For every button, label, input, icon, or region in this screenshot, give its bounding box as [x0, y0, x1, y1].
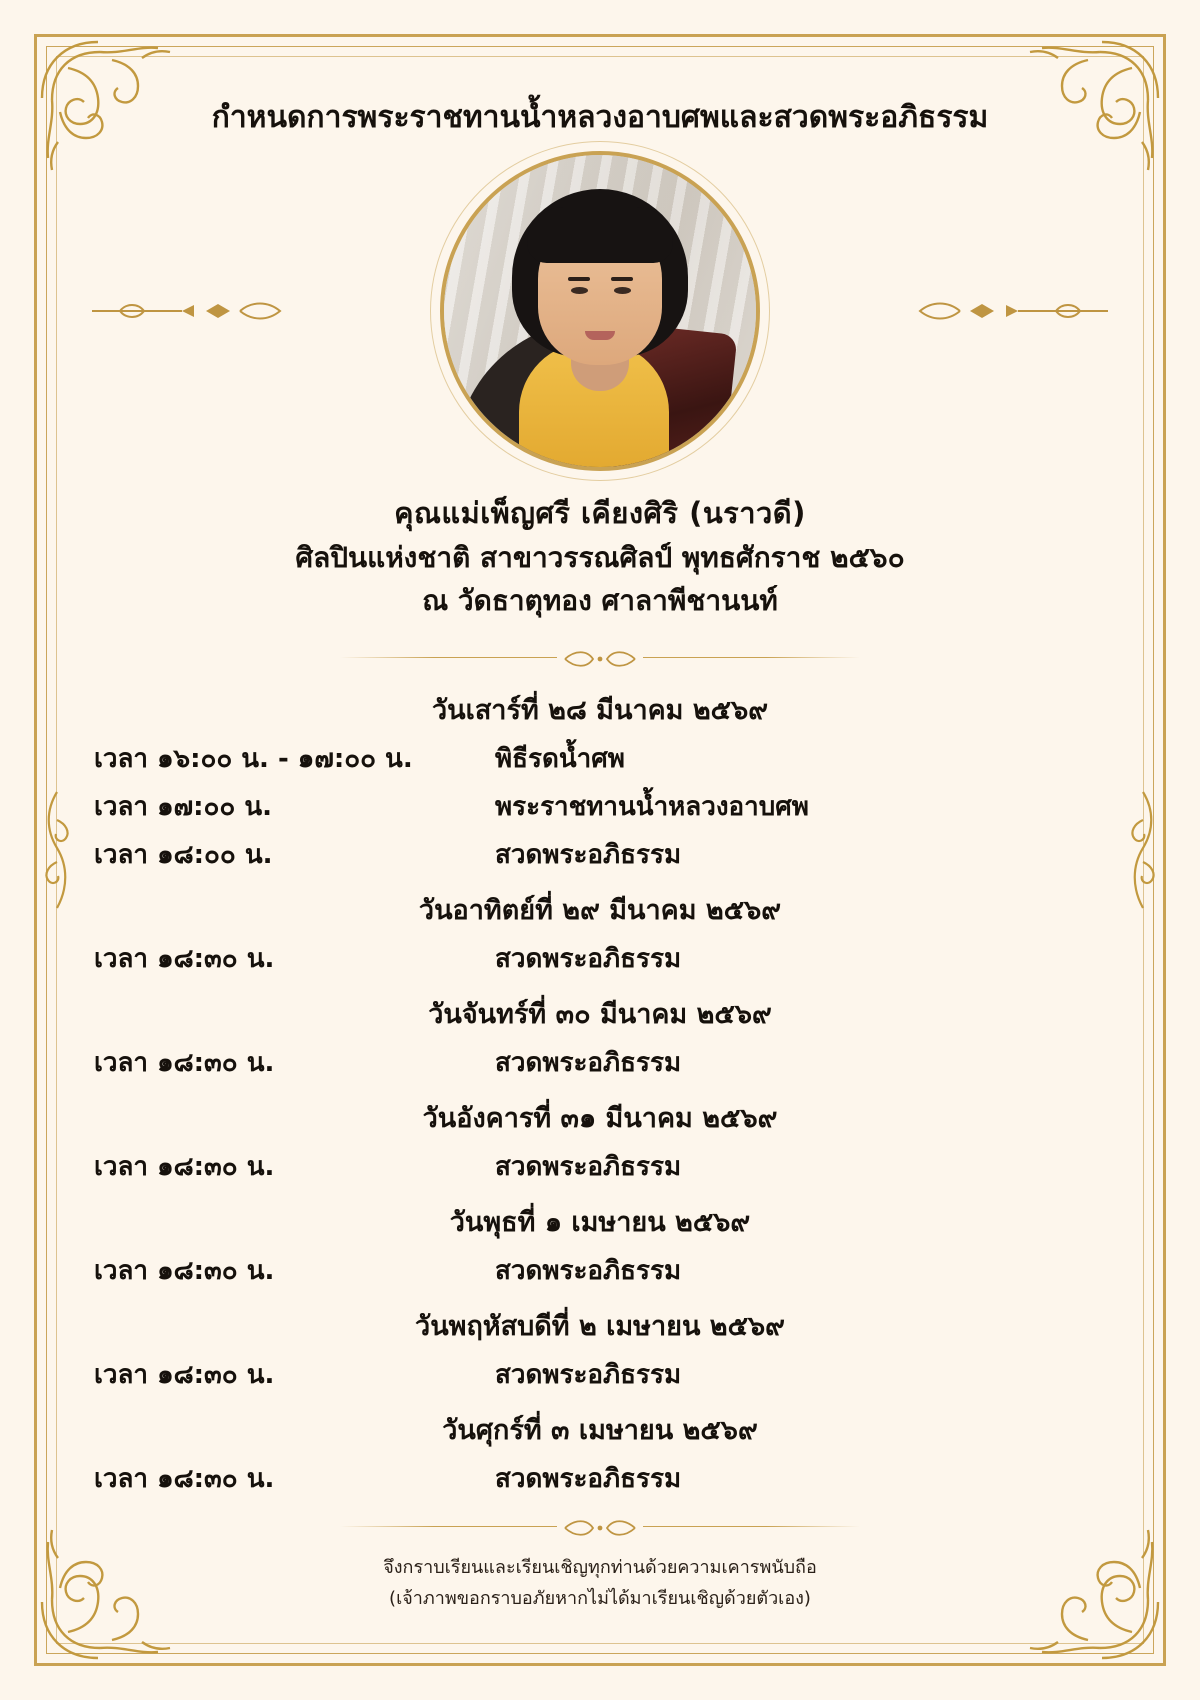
divider-bottom — [340, 1517, 860, 1539]
schedule-time: เวลา ๑๘:๓๐ น. — [94, 1464, 275, 1495]
schedule-day-heading: วันพุธที่ ๑ เมษายน ๒๕๖๙ — [449, 1207, 751, 1239]
schedule-time: เวลา ๑๖:๐๐ น. - ๑๗:๐๐ น. — [94, 744, 413, 775]
schedule-time: เวลา ๑๘:๓๐ น. — [94, 1048, 275, 1079]
portrait-section — [80, 151, 1120, 486]
schedule-day-heading: วันอังคารที่ ๓๑ มีนาคม ๒๕๖๙ — [422, 1103, 778, 1135]
deceased-name: คุณแม่เพ็ญศรี เคียงศิริ (นราวดี) — [394, 496, 806, 530]
flourish-right-of-portrait — [910, 291, 1110, 331]
schedule-row — [80, 786, 1120, 827]
schedule-time: เวลา ๑๘:๐๐ น. — [94, 840, 273, 871]
schedule-event: สวดพระอภิธรรม — [495, 1152, 682, 1183]
footer-invitation-line: จึงกราบเรียนและเรียนเชิญทุกท่านด้วยความเคารพนับถือ — [383, 1557, 817, 1579]
schedule-row — [80, 1042, 1120, 1083]
schedule-row — [80, 1250, 1120, 1291]
deceased-honor: ศิลปินแห่งชาติ สาขาวรรณศิลป์ พุทธศักราช ๒๕๖๐ — [295, 540, 905, 574]
schedule-event: สวดพระอภิธรรม — [495, 1048, 682, 1079]
schedule-event: สวดพระอภิธรรม — [495, 1360, 682, 1391]
schedule-row — [80, 738, 1120, 779]
schedule-time: เวลา ๑๘:๓๐ น. — [94, 1256, 275, 1287]
schedule-event: สวดพระอภิธรรม — [495, 1256, 682, 1287]
schedule-time: เวลา ๑๗:๐๐ น. — [94, 792, 272, 823]
schedule-event: สวดพระอภิธรรม — [495, 840, 682, 871]
schedule-day-heading: วันศุกร์ที่ ๓ เมษายน ๒๕๖๙ — [442, 1415, 758, 1447]
document-content — [80, 78, 1120, 1630]
schedule-event: สวดพระอภิธรรม — [495, 1464, 682, 1495]
side-ornament-left — [40, 790, 74, 910]
schedule-row — [80, 938, 1120, 979]
schedule-time: เวลา ๑๘:๓๐ น. — [94, 1152, 275, 1183]
schedule-time: เวลา ๑๘:๓๐ น. — [94, 944, 275, 975]
schedule-day-heading: วันพฤหัสบดีที่ ๒ เมษายน ๒๕๖๙ — [415, 1311, 785, 1343]
schedule-row — [80, 834, 1120, 875]
divider-top — [340, 648, 860, 670]
venue: ณ วัดธาตุทอง ศาลาพีชานนท์ — [422, 583, 778, 617]
page-title: กำหนดการพระราชทานน้ำหลวงอาบศพและสวดพระอภิธรรม — [211, 100, 989, 135]
schedule-day-heading: วันเสาร์ที่ ๒๘ มีนาคม ๒๕๖๙ — [431, 695, 769, 727]
side-ornament-right — [1126, 790, 1160, 910]
schedule-time: เวลา ๑๘:๓๐ น. — [94, 1360, 275, 1391]
schedule-event: พิธีรดน้ำศพ — [495, 744, 625, 775]
schedule-row — [80, 1458, 1120, 1499]
schedule-row — [80, 1354, 1120, 1395]
flourish-left-of-portrait — [90, 291, 290, 331]
schedule-day-heading: วันอาทิตย์ที่ ๒๙ มีนาคม ๒๕๖๙ — [418, 895, 782, 927]
schedule-table — [80, 688, 1120, 1499]
schedule-event: พระราชทานน้ำหลวงอาบศพ — [495, 792, 809, 823]
footer-section — [80, 1517, 1120, 1614]
footer-apology-line: (เจ้าภาพขอกราบอภัยหากไม่ได้มาเรียนเชิญด้วยตัวเอง) — [389, 1587, 811, 1609]
schedule-day-heading: วันจันทร์ที่ ๓๐ มีนาคม ๒๕๖๙ — [428, 999, 772, 1031]
schedule-event: สวดพระอภิธรรม — [495, 944, 682, 975]
schedule-row — [80, 1146, 1120, 1187]
portrait-photo — [440, 151, 760, 471]
deceased-details — [80, 492, 1120, 622]
